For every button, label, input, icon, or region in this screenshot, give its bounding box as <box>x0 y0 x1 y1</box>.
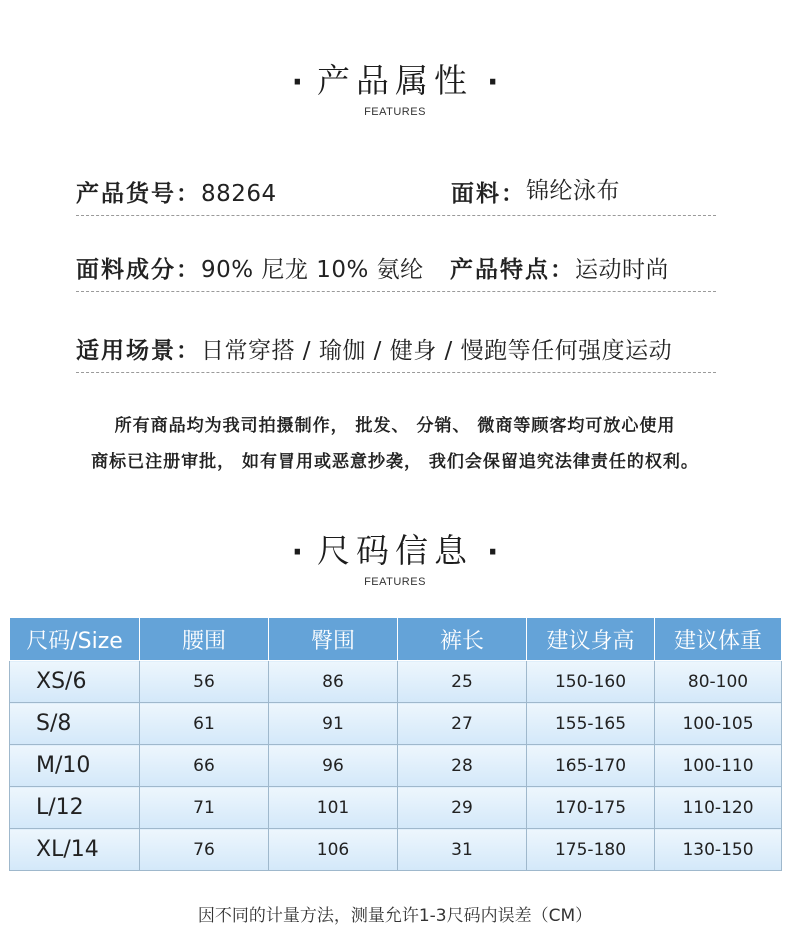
size-subtitle: FEATURES <box>364 576 426 588</box>
table-row <box>10 787 782 829</box>
attributes-subtitle: FEATURES <box>364 106 426 118</box>
section-title-size <box>0 525 790 588</box>
bullet-dot-icon: · <box>487 535 499 570</box>
header-weight: 建议体重 <box>655 618 782 661</box>
table-row <box>10 745 782 787</box>
hip-cell: 106 <box>269 829 398 871</box>
section-title-attributes <box>0 55 790 118</box>
size-table-header-row <box>10 618 782 661</box>
weight-cell: 80-100 <box>655 661 782 703</box>
height-cell: 170-175 <box>527 787 655 829</box>
length-cell: 27 <box>398 703 527 745</box>
attribute-row-1 <box>76 175 716 216</box>
fabric <box>451 175 620 208</box>
composition-value: 90% 尼龙 10% 氨纶 <box>201 257 424 283</box>
weight-cell: 110-120 <box>655 787 782 829</box>
usage-scene-value: 日常穿搭 / 瑜伽 / 健身 / 慢跑等任何强度运动 <box>201 338 673 364</box>
fabric-value: 锦纶泳布 <box>526 178 620 204</box>
item-number <box>76 175 277 208</box>
fabric-label: 面料： <box>451 181 526 207</box>
measurement-footnote: 因不同的计量方法，测量允许1-3尺码内误差（CM） <box>197 906 593 926</box>
bullet-dot-icon: · <box>291 65 303 100</box>
feature <box>450 251 669 284</box>
waist-cell: 71 <box>140 787 269 829</box>
height-cell: 155-165 <box>527 703 655 745</box>
composition-label: 面料成分： <box>76 257 201 283</box>
height-cell: 175-180 <box>527 829 655 871</box>
feature-label: 产品特点： <box>450 257 575 283</box>
weight-cell: 100-105 <box>655 703 782 745</box>
hip-cell: 86 <box>269 661 398 703</box>
size-cell: L/12 <box>10 787 140 829</box>
size-table <box>9 617 782 871</box>
bullet-dot-icon: · <box>487 65 499 100</box>
hip-cell: 91 <box>269 703 398 745</box>
header-size: 尺码/Size <box>10 618 140 661</box>
attribute-row-3 <box>76 332 716 373</box>
copyright-notice-line-1: 所有商品均为我司拍摄制作， 批发、 分销、 微商等顾客均可放心使用 <box>114 416 676 436</box>
table-row <box>10 661 782 703</box>
length-cell: 31 <box>398 829 527 871</box>
hip-cell: 96 <box>269 745 398 787</box>
size-cell: S/8 <box>10 703 140 745</box>
hip-cell: 101 <box>269 787 398 829</box>
length-cell: 28 <box>398 745 527 787</box>
item-number-value: 88264 <box>201 181 277 207</box>
item-number-label: 产品货号： <box>76 181 201 207</box>
usage-scene <box>76 332 672 365</box>
waist-cell: 61 <box>140 703 269 745</box>
table-row <box>10 703 782 745</box>
length-cell: 29 <box>398 787 527 829</box>
attribute-row-2 <box>76 251 716 292</box>
header-length: 裤长 <box>398 618 527 661</box>
header-hip: 臀围 <box>269 618 398 661</box>
waist-cell: 56 <box>140 661 269 703</box>
feature-value: 运动时尚 <box>575 257 669 283</box>
length-cell: 25 <box>398 661 527 703</box>
size-cell: M/10 <box>10 745 140 787</box>
size-cell: XL/14 <box>10 829 140 871</box>
table-row <box>10 829 782 871</box>
copyright-notice-line-2: 商标已注册审批， 如有冒用或恶意抄袭， 我们会保留追究法律责任的权利。 <box>91 452 699 472</box>
size-title: 尺码信息 <box>317 531 473 570</box>
composition <box>76 251 424 284</box>
size-cell: XS/6 <box>10 661 140 703</box>
header-height: 建议身高 <box>527 618 655 661</box>
waist-cell: 66 <box>140 745 269 787</box>
attributes-title: 产品属性 <box>317 61 473 100</box>
weight-cell: 100-110 <box>655 745 782 787</box>
bullet-dot-icon: · <box>291 535 303 570</box>
waist-cell: 76 <box>140 829 269 871</box>
weight-cell: 130-150 <box>655 829 782 871</box>
header-waist: 腰围 <box>140 618 269 661</box>
height-cell: 150-160 <box>527 661 655 703</box>
height-cell: 165-170 <box>527 745 655 787</box>
usage-scene-label: 适用场景： <box>76 338 201 364</box>
